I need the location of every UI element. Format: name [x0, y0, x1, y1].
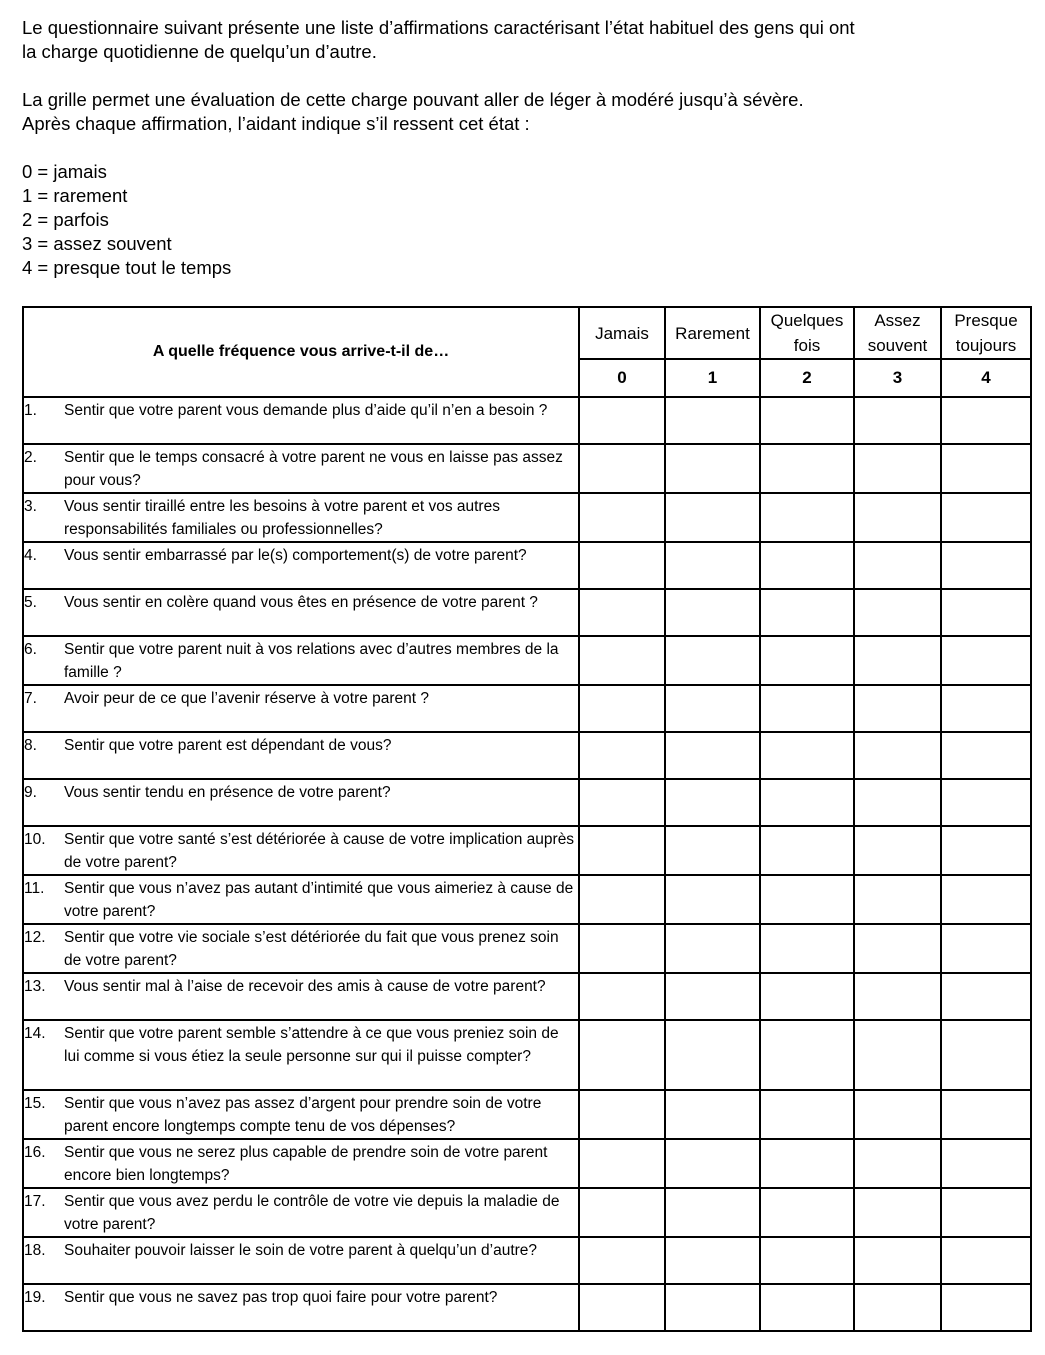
item-content: [24, 974, 578, 999]
column-label-line1: Assez: [874, 311, 921, 330]
column-value-1: 1: [665, 359, 760, 397]
column-value-3: 3: [854, 359, 941, 397]
answer-cell-2[interactable]: [760, 1090, 854, 1139]
answer-cell-2[interactable]: [760, 542, 854, 589]
item-statement: [23, 1237, 579, 1284]
item-content: [24, 733, 578, 758]
column-value-2: 2: [760, 359, 854, 397]
answer-cell-1[interactable]: [665, 444, 760, 493]
item-number: 12.: [24, 929, 46, 946]
column-label-line1: Quelques: [770, 311, 844, 330]
spacer: [22, 136, 1032, 160]
item-number: 3.: [24, 498, 37, 515]
item-content: [24, 637, 578, 684]
answer-cell-4[interactable]: [941, 493, 1031, 542]
table-row: [23, 973, 1031, 1020]
answer-cell-4[interactable]: [941, 779, 1031, 826]
answer-cell-1[interactable]: [665, 973, 760, 1020]
answer-cell-3[interactable]: [854, 1284, 941, 1331]
items-body: [23, 397, 1031, 1331]
answer-cell-0[interactable]: [579, 1139, 665, 1188]
answer-cell-4[interactable]: [941, 685, 1031, 732]
item-text: Sentir que vous ne serez plus capable de prendre soin de votre parent encore bien longtemps?: [64, 1144, 548, 1184]
answer-cell-1[interactable]: [665, 685, 760, 732]
item-text: Sentir que vous n’avez pas assez d’argent pour prendre soin de votre parent encore longtemps compte tenu de vos dépenses?: [64, 1095, 542, 1135]
column-label-line2: souvent: [867, 336, 928, 355]
item-content: [24, 1021, 578, 1068]
answer-cell-4[interactable]: [941, 1188, 1031, 1237]
answer-cell-4[interactable]: [941, 542, 1031, 589]
column-label-line1: Jamais: [595, 323, 649, 343]
item-text: Sentir que vous avez perdu le contrôle de votre vie depuis la maladie de votre parent?: [64, 1193, 560, 1233]
answer-cell-4[interactable]: [941, 1020, 1031, 1090]
item-number: 14.: [24, 1025, 46, 1042]
scale-item-3: 3 = assez souvent: [22, 233, 172, 254]
table-header-question: A quelle fréquence vous arrive-t-il de…: [23, 307, 579, 397]
item-statement: [23, 1020, 579, 1090]
column-value-0: 0: [579, 359, 665, 397]
answer-cell-0[interactable]: [579, 397, 665, 444]
item-content: [24, 590, 578, 615]
item-content: [24, 494, 578, 541]
answer-cell-0[interactable]: [579, 732, 665, 779]
answer-cell-1[interactable]: [665, 397, 760, 444]
item-number: 17.: [24, 1193, 46, 1210]
intro-line-4: Après chaque affirmation, l’aidant indique s’il ressent cet état :: [22, 113, 530, 134]
answer-cell-1[interactable]: [665, 924, 760, 973]
item-content: [24, 827, 578, 874]
answer-cell-2[interactable]: [760, 1139, 854, 1188]
table-row: [23, 779, 1031, 826]
intro-text: [22, 16, 1032, 280]
answer-cell-3[interactable]: [854, 1020, 941, 1090]
answer-cell-0[interactable]: [579, 1090, 665, 1139]
table-row: [23, 542, 1031, 589]
item-statement: [23, 589, 579, 636]
spacer: [22, 64, 1032, 88]
item-text: Souhaiter pouvoir laisser le soin de votre parent à quelqu’un d’autre?: [64, 1242, 538, 1259]
item-text: Sentir que votre parent est dépendant de vous?: [64, 737, 392, 754]
intro-line-1: Le questionnaire suivant présente une liste d’affirmations caractérisant l’état habituel des gens qui ont: [22, 17, 855, 38]
answer-cell-0[interactable]: [579, 1237, 665, 1284]
item-number: 15.: [24, 1095, 46, 1112]
answer-cell-0[interactable]: [579, 1284, 665, 1331]
item-content: [24, 686, 578, 711]
item-number: 18.: [24, 1242, 46, 1259]
answer-cell-4[interactable]: [941, 1237, 1031, 1284]
answer-cell-2[interactable]: [760, 397, 854, 444]
item-number: 16.: [24, 1144, 46, 1161]
answer-cell-4[interactable]: [941, 732, 1031, 779]
item-statement: [23, 636, 579, 685]
answer-cell-2[interactable]: [760, 973, 854, 1020]
answer-cell-1[interactable]: [665, 1020, 760, 1090]
item-statement: [23, 444, 579, 493]
answer-cell-3[interactable]: [854, 875, 941, 924]
item-statement: [23, 1090, 579, 1139]
item-content: [24, 1285, 578, 1310]
answer-cell-3[interactable]: [854, 1139, 941, 1188]
column-value-4: 4: [941, 359, 1031, 397]
item-statement: [23, 493, 579, 542]
answer-cell-3[interactable]: [854, 542, 941, 589]
item-number: 6.: [24, 641, 37, 658]
column-header-quelques-fois: [760, 307, 854, 359]
answer-cell-2[interactable]: [760, 826, 854, 875]
answer-cell-1[interactable]: [665, 493, 760, 542]
intro-line-2: la charge quotidienne de quelqu’un d’autre.: [22, 41, 377, 62]
item-number: 11.: [24, 880, 45, 897]
item-text: Sentir que votre santé s’est détériorée à cause de votre implication auprès de votre parent?: [64, 831, 575, 871]
item-statement: [23, 826, 579, 875]
item-text: Sentir que votre vie sociale s’est détériorée du fait que vous prenez soin de votre parent?: [64, 929, 559, 969]
table-row: [23, 1284, 1031, 1331]
answer-cell-0[interactable]: [579, 779, 665, 826]
answer-cell-3[interactable]: [854, 589, 941, 636]
column-header-assez-souvent: [854, 307, 941, 359]
item-number: 8.: [24, 737, 37, 754]
answer-cell-3[interactable]: [854, 397, 941, 444]
answer-cell-4[interactable]: [941, 397, 1031, 444]
item-text: Vous sentir mal à l’aise de recevoir des amis à cause de votre parent?: [64, 978, 546, 995]
item-number: 4.: [24, 547, 37, 564]
answer-cell-0[interactable]: [579, 826, 665, 875]
item-statement: [23, 732, 579, 779]
answer-cell-0[interactable]: [579, 636, 665, 685]
answer-cell-3[interactable]: [854, 685, 941, 732]
column-label-line2: toujours: [955, 336, 1017, 355]
column-header-rarement: [665, 307, 760, 359]
scale-item-0: 0 = jamais: [22, 161, 107, 182]
table-row: [23, 732, 1031, 779]
item-statement: [23, 1139, 579, 1188]
answer-cell-1[interactable]: [665, 589, 760, 636]
answer-cell-0[interactable]: [579, 685, 665, 732]
answer-cell-1[interactable]: [665, 1237, 760, 1284]
answer-cell-2[interactable]: [760, 1020, 854, 1090]
answer-cell-1[interactable]: [665, 636, 760, 685]
table-row: [23, 589, 1031, 636]
item-number: 10.: [24, 831, 46, 848]
answer-cell-1[interactable]: [665, 732, 760, 779]
answer-cell-2[interactable]: [760, 444, 854, 493]
item-content: [24, 543, 578, 568]
answer-cell-4[interactable]: [941, 1139, 1031, 1188]
item-number: 13.: [24, 978, 46, 995]
answer-cell-1[interactable]: [665, 1188, 760, 1237]
item-content: [24, 925, 578, 972]
item-text: Avoir peur de ce que l’avenir réserve à votre parent ?: [64, 690, 430, 707]
item-text: Vous sentir embarrassé par le(s) comportement(s) de votre parent?: [64, 547, 527, 564]
answer-cell-3[interactable]: [854, 1237, 941, 1284]
item-number: 2.: [24, 449, 37, 466]
answer-cell-0[interactable]: [579, 924, 665, 973]
answer-cell-2[interactable]: [760, 636, 854, 685]
item-content: [24, 876, 578, 923]
table-row: [23, 1020, 1031, 1090]
answer-cell-2[interactable]: [760, 779, 854, 826]
item-content: [24, 1091, 578, 1138]
item-content: [24, 780, 578, 805]
answer-cell-0[interactable]: [579, 1020, 665, 1090]
item-statement: [23, 542, 579, 589]
column-label-line1: Presque: [954, 311, 1018, 330]
answer-cell-3[interactable]: [854, 1188, 941, 1237]
intro-line-3: La grille permet une évaluation de cette charge pouvant aller de léger à modéré jusqu’à sévère.: [22, 89, 804, 110]
answer-cell-4[interactable]: [941, 1090, 1031, 1139]
answer-cell-2[interactable]: [760, 1188, 854, 1237]
item-statement: [23, 1188, 579, 1237]
answer-cell-4[interactable]: [941, 589, 1031, 636]
item-statement: [23, 397, 579, 444]
answer-cell-2[interactable]: [760, 1237, 854, 1284]
answer-cell-3[interactable]: [854, 826, 941, 875]
answer-cell-3[interactable]: [854, 636, 941, 685]
answer-cell-2[interactable]: [760, 1284, 854, 1331]
answer-cell-4[interactable]: [941, 444, 1031, 493]
item-statement: [23, 973, 579, 1020]
table-row: [23, 875, 1031, 924]
answer-cell-1[interactable]: [665, 826, 760, 875]
answer-cell-3[interactable]: [854, 973, 941, 1020]
item-text: Vous sentir en colère quand vous êtes en présence de votre parent ?: [64, 594, 538, 611]
item-content: [24, 445, 578, 492]
table-row: [23, 636, 1031, 685]
item-text: Sentir que votre parent nuit à vos relations avec d’autres membres de la famille ?: [64, 641, 559, 681]
answer-cell-0[interactable]: [579, 444, 665, 493]
answer-cell-1[interactable]: [665, 779, 760, 826]
answer-cell-4[interactable]: [941, 1284, 1031, 1331]
item-number: 1.: [24, 402, 37, 419]
column-label-line1: Rarement: [675, 323, 750, 343]
item-number: 9.: [24, 784, 37, 801]
answer-cell-3[interactable]: [854, 493, 941, 542]
answer-cell-0[interactable]: [579, 493, 665, 542]
answer-cell-1[interactable]: [665, 542, 760, 589]
answer-cell-0[interactable]: [579, 542, 665, 589]
item-statement: [23, 685, 579, 732]
item-statement: [23, 1284, 579, 1331]
table-row: [23, 397, 1031, 444]
table-row: [23, 493, 1031, 542]
answer-cell-4[interactable]: [941, 875, 1031, 924]
answer-cell-3[interactable]: [854, 779, 941, 826]
item-text: Vous sentir tiraillé entre les besoins à votre parent et vos autres responsabilités familiales ou professionnelles?: [64, 498, 500, 538]
answer-cell-3[interactable]: [854, 1090, 941, 1139]
item-text: Sentir que vous ne savez pas trop quoi faire pour votre parent?: [64, 1289, 498, 1306]
column-header-jamais: [579, 307, 665, 359]
answer-cell-2[interactable]: [760, 732, 854, 779]
table-row: [23, 1090, 1031, 1139]
answer-cell-2[interactable]: [760, 924, 854, 973]
table-row: [23, 1188, 1031, 1237]
item-content: [24, 1189, 578, 1236]
answer-cell-4[interactable]: [941, 826, 1031, 875]
answer-cell-3[interactable]: [854, 732, 941, 779]
item-number: 7.: [24, 690, 37, 707]
table-row: [23, 1139, 1031, 1188]
header-row-labels: [23, 307, 1031, 359]
answer-cell-0[interactable]: [579, 1188, 665, 1237]
item-number: 19.: [24, 1289, 46, 1306]
item-content: [24, 398, 578, 423]
answer-cell-2[interactable]: [760, 685, 854, 732]
table-row: [23, 685, 1031, 732]
scale-item-2: 2 = parfois: [22, 209, 109, 230]
table-row: [23, 826, 1031, 875]
answer-cell-3[interactable]: [854, 444, 941, 493]
item-number: 5.: [24, 594, 37, 611]
table-row: [23, 1237, 1031, 1284]
item-text: Sentir que le temps consacré à votre parent ne vous en laisse pas assez pour vous?: [64, 449, 563, 489]
answer-cell-2[interactable]: [760, 589, 854, 636]
answer-cell-2[interactable]: [760, 493, 854, 542]
answer-cell-1[interactable]: [665, 1090, 760, 1139]
answer-cell-1[interactable]: [665, 1284, 760, 1331]
answer-cell-0[interactable]: [579, 973, 665, 1020]
answer-cell-0[interactable]: [579, 875, 665, 924]
answer-cell-2[interactable]: [760, 875, 854, 924]
questionnaire-table: [22, 306, 1032, 1332]
item-content: [24, 1238, 578, 1263]
item-text: Sentir que votre parent vous demande plus d’aide qu’il n’en a besoin ?: [64, 402, 548, 419]
table-row: [23, 444, 1031, 493]
item-text: Vous sentir tendu en présence de votre parent?: [64, 784, 391, 801]
answer-cell-1[interactable]: [665, 1139, 760, 1188]
scale-item-4: 4 = presque tout le temps: [22, 257, 232, 278]
scale-item-1: 1 = rarement: [22, 185, 128, 206]
item-statement: [23, 924, 579, 973]
answer-cell-0[interactable]: [579, 589, 665, 636]
item-text: Sentir que votre parent semble s’attendre à ce que vous preniez soin de lui comme si vous étiez la seule personne sur qui il puisse compter?: [64, 1025, 559, 1065]
answer-cell-4[interactable]: [941, 973, 1031, 1020]
answer-cell-4[interactable]: [941, 924, 1031, 973]
column-label-line2: fois: [793, 336, 821, 355]
item-text: Sentir que vous n’avez pas autant d’intimité que vous aimeriez à cause de votre parent?: [64, 880, 574, 920]
column-header-presque-toujours: [941, 307, 1031, 359]
table-row: [23, 924, 1031, 973]
answer-cell-4[interactable]: [941, 636, 1031, 685]
answer-cell-3[interactable]: [854, 924, 941, 973]
answer-cell-1[interactable]: [665, 875, 760, 924]
item-statement: [23, 875, 579, 924]
item-content: [24, 1140, 578, 1187]
item-statement: [23, 779, 579, 826]
